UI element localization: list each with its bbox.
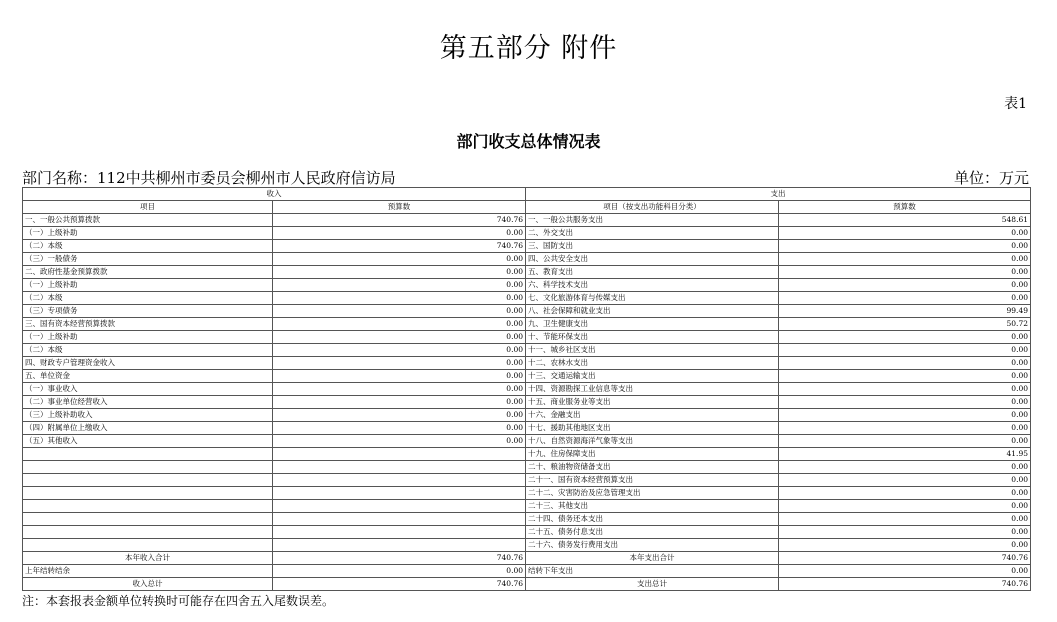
income-total-label: 上年结转结余 [23,565,273,578]
expense-item: 十、节能环保支出 [526,331,779,344]
income-value: 0.00 [273,344,526,357]
income-value: 0.00 [273,409,526,422]
table-row [23,435,1031,448]
table-row [23,422,1031,435]
income-value [273,526,526,539]
expense-item: 十一、城乡社区支出 [526,344,779,357]
table-row [23,500,1031,513]
income-item: （三）专项债务 [23,305,273,318]
income-item: 五、单位资金 [23,370,273,383]
expense-value: 0.00 [779,227,1031,240]
expense-value: 0.00 [779,435,1031,448]
expense-item: 十四、资源勘探工业信息等支出 [526,383,779,396]
expense-item: 二十、粮油物资储备支出 [526,461,779,474]
income-value: 740.76 [273,240,526,253]
expense-value: 0.00 [779,474,1031,487]
income-value: 0.00 [273,253,526,266]
expense-item: 七、文化旅游体育与传媒支出 [526,292,779,305]
income-value: 0.00 [273,396,526,409]
income-total-label: 本年收入合计 [23,552,273,565]
table-row [23,539,1031,552]
expense-item: 二十一、国有资本经营预算支出 [526,474,779,487]
expense-item: 五、教育支出 [526,266,779,279]
income-total-label: 收入总计 [23,578,273,591]
expense-item: 四、公共安全支出 [526,253,779,266]
expense-value: 0.00 [779,240,1031,253]
expense-item: 六、科学技术支出 [526,279,779,292]
expense-value: 0.00 [779,487,1031,500]
income-value [273,474,526,487]
table-row [23,318,1031,331]
income-item-header: 项目 [23,201,273,214]
expense-item: 十三、交通运输支出 [526,370,779,383]
income-item: （三）一般债务 [23,253,273,266]
expense-item: 九、卫生健康支出 [526,318,779,331]
income-value [273,461,526,474]
expense-value: 0.00 [779,513,1031,526]
income-value [273,539,526,552]
table-row [23,370,1031,383]
income-value: 0.00 [273,357,526,370]
income-item [23,539,273,552]
table-column-header [23,201,1031,214]
expense-item: 一、一般公共服务支出 [526,214,779,227]
income-value: 0.00 [273,305,526,318]
income-item: 三、国有资本经营预算拨款 [23,318,273,331]
table-row [23,331,1031,344]
table-row [23,292,1031,305]
expense-value: 0.00 [779,383,1031,396]
table-row [23,357,1031,370]
table-group-header [23,188,1031,201]
income-group-header: 收入 [23,188,526,201]
income-value: 740.76 [273,214,526,227]
expense-value: 0.00 [779,370,1031,383]
table-row [23,266,1031,279]
expense-item: 二十二、灾害防治及应急管理支出 [526,487,779,500]
income-value: 0.00 [273,292,526,305]
income-expense-table [22,187,1031,591]
expense-item: 八、社会保障和就业支出 [526,305,779,318]
expense-value: 0.00 [779,357,1031,370]
income-item: 二、政府性基金预算拨款 [23,266,273,279]
expense-value: 0.00 [779,409,1031,422]
income-item: （一）上级补助 [23,331,273,344]
expense-item: 十九、住房保障支出 [526,448,779,461]
income-item: （一）上级补助 [23,279,273,292]
expense-total-value: 740.76 [779,552,1031,565]
income-value: 0.00 [273,383,526,396]
expense-item: 二十四、债务还本支出 [526,513,779,526]
income-value [273,448,526,461]
table-row [23,487,1031,500]
expense-total-value: 0.00 [779,565,1031,578]
income-item [23,474,273,487]
table-row [23,474,1031,487]
table-row [23,240,1031,253]
expense-item: 三、国防支出 [526,240,779,253]
table-row [23,305,1031,318]
income-item: （二）本级 [23,292,273,305]
income-item: （二）本级 [23,240,273,253]
income-item: 一、一般公共预算拨款 [23,214,273,227]
expense-item: 二十五、债务付息支出 [526,526,779,539]
total-row [23,578,1031,591]
income-total-value: 740.76 [273,552,526,565]
income-value: 0.00 [273,331,526,344]
expense-total-label: 本年支出合计 [526,552,779,565]
expense-value: 548.61 [779,214,1031,227]
footnote: 注：本套报表金额单位转换时可能存在四舍五入尾数误差。 [22,594,335,608]
income-value: 0.00 [273,227,526,240]
income-item [23,500,273,513]
income-value: 0.00 [273,318,526,331]
expense-item: 十二、农林水支出 [526,357,779,370]
income-value: 0.00 [273,279,526,292]
expense-item: 十八、自然资源海洋气象等支出 [526,435,779,448]
table-row [23,279,1031,292]
department-name: 部门名称：112中共柳州市委员会柳州市人民政府信访局 [22,169,396,187]
income-item: （二）本级 [23,344,273,357]
expense-value: 0.00 [779,292,1031,305]
income-item: （二）事业单位经营收入 [23,396,273,409]
table-row [23,253,1031,266]
income-item [23,513,273,526]
income-item: （五）其他收入 [23,435,273,448]
table-row [23,409,1031,422]
income-value: 0.00 [273,422,526,435]
expense-value: 0.00 [779,266,1031,279]
expense-value: 0.00 [779,279,1031,292]
expense-value: 0.00 [779,500,1031,513]
table-row [23,227,1031,240]
expense-item: 二、外交支出 [526,227,779,240]
table-row [23,214,1031,227]
part-title: 第五部分 附件 [439,33,618,64]
total-row [23,565,1031,578]
table-row [23,513,1031,526]
table-row [23,461,1031,474]
table-row [23,396,1031,409]
expense-budget-header: 预算数 [779,201,1031,214]
income-total-value: 0.00 [273,565,526,578]
expense-total-value: 740.76 [779,578,1031,591]
income-item: （三）上级补助收入 [23,409,273,422]
table-row [23,448,1031,461]
income-item [23,526,273,539]
table-row [23,344,1031,357]
expense-item: 二十六、债务发行费用支出 [526,539,779,552]
expense-item: 十七、援助其他地区支出 [526,422,779,435]
income-budget-header: 预算数 [273,201,526,214]
income-value [273,513,526,526]
income-item [23,448,273,461]
total-row [23,552,1031,565]
income-item: 四、财政专户管理资金收入 [23,357,273,370]
expense-value: 0.00 [779,344,1031,357]
expense-group-header: 支出 [526,188,1031,201]
income-item [23,487,273,500]
income-value [273,487,526,500]
expense-total-label: 支出总计 [526,578,779,591]
income-value: 0.00 [273,435,526,448]
expense-value: 0.00 [779,422,1031,435]
expense-item: 二十三、其他支出 [526,500,779,513]
expense-item: 十五、商业服务业等支出 [526,396,779,409]
income-item: （一）事业收入 [23,383,273,396]
report-title: 部门收支总体情况表 [456,132,601,151]
expense-value: 0.00 [779,253,1031,266]
expense-value: 0.00 [779,539,1031,552]
table-number: 表1 [1004,96,1027,112]
income-value [273,500,526,513]
expense-total-label: 结转下年支出 [526,565,779,578]
expense-value: 99.49 [779,305,1031,318]
unit-label: 单位：万元 [953,169,1029,187]
expense-item: 十六、金融支出 [526,409,779,422]
expense-value: 50.72 [779,318,1031,331]
expense-value: 0.00 [779,461,1031,474]
table-row [23,383,1031,396]
expense-value: 0.00 [779,526,1031,539]
expense-value: 41.95 [779,448,1031,461]
expense-value: 0.00 [779,396,1031,409]
income-value: 0.00 [273,266,526,279]
income-item: （一）上级补助 [23,227,273,240]
table-row [23,526,1031,539]
income-value: 0.00 [273,370,526,383]
income-item: （四）附属单位上缴收入 [23,422,273,435]
income-item [23,461,273,474]
expense-item-header: 项目（按支出功能科目分类） [526,201,779,214]
expense-value: 0.00 [779,331,1031,344]
income-total-value: 740.76 [273,578,526,591]
